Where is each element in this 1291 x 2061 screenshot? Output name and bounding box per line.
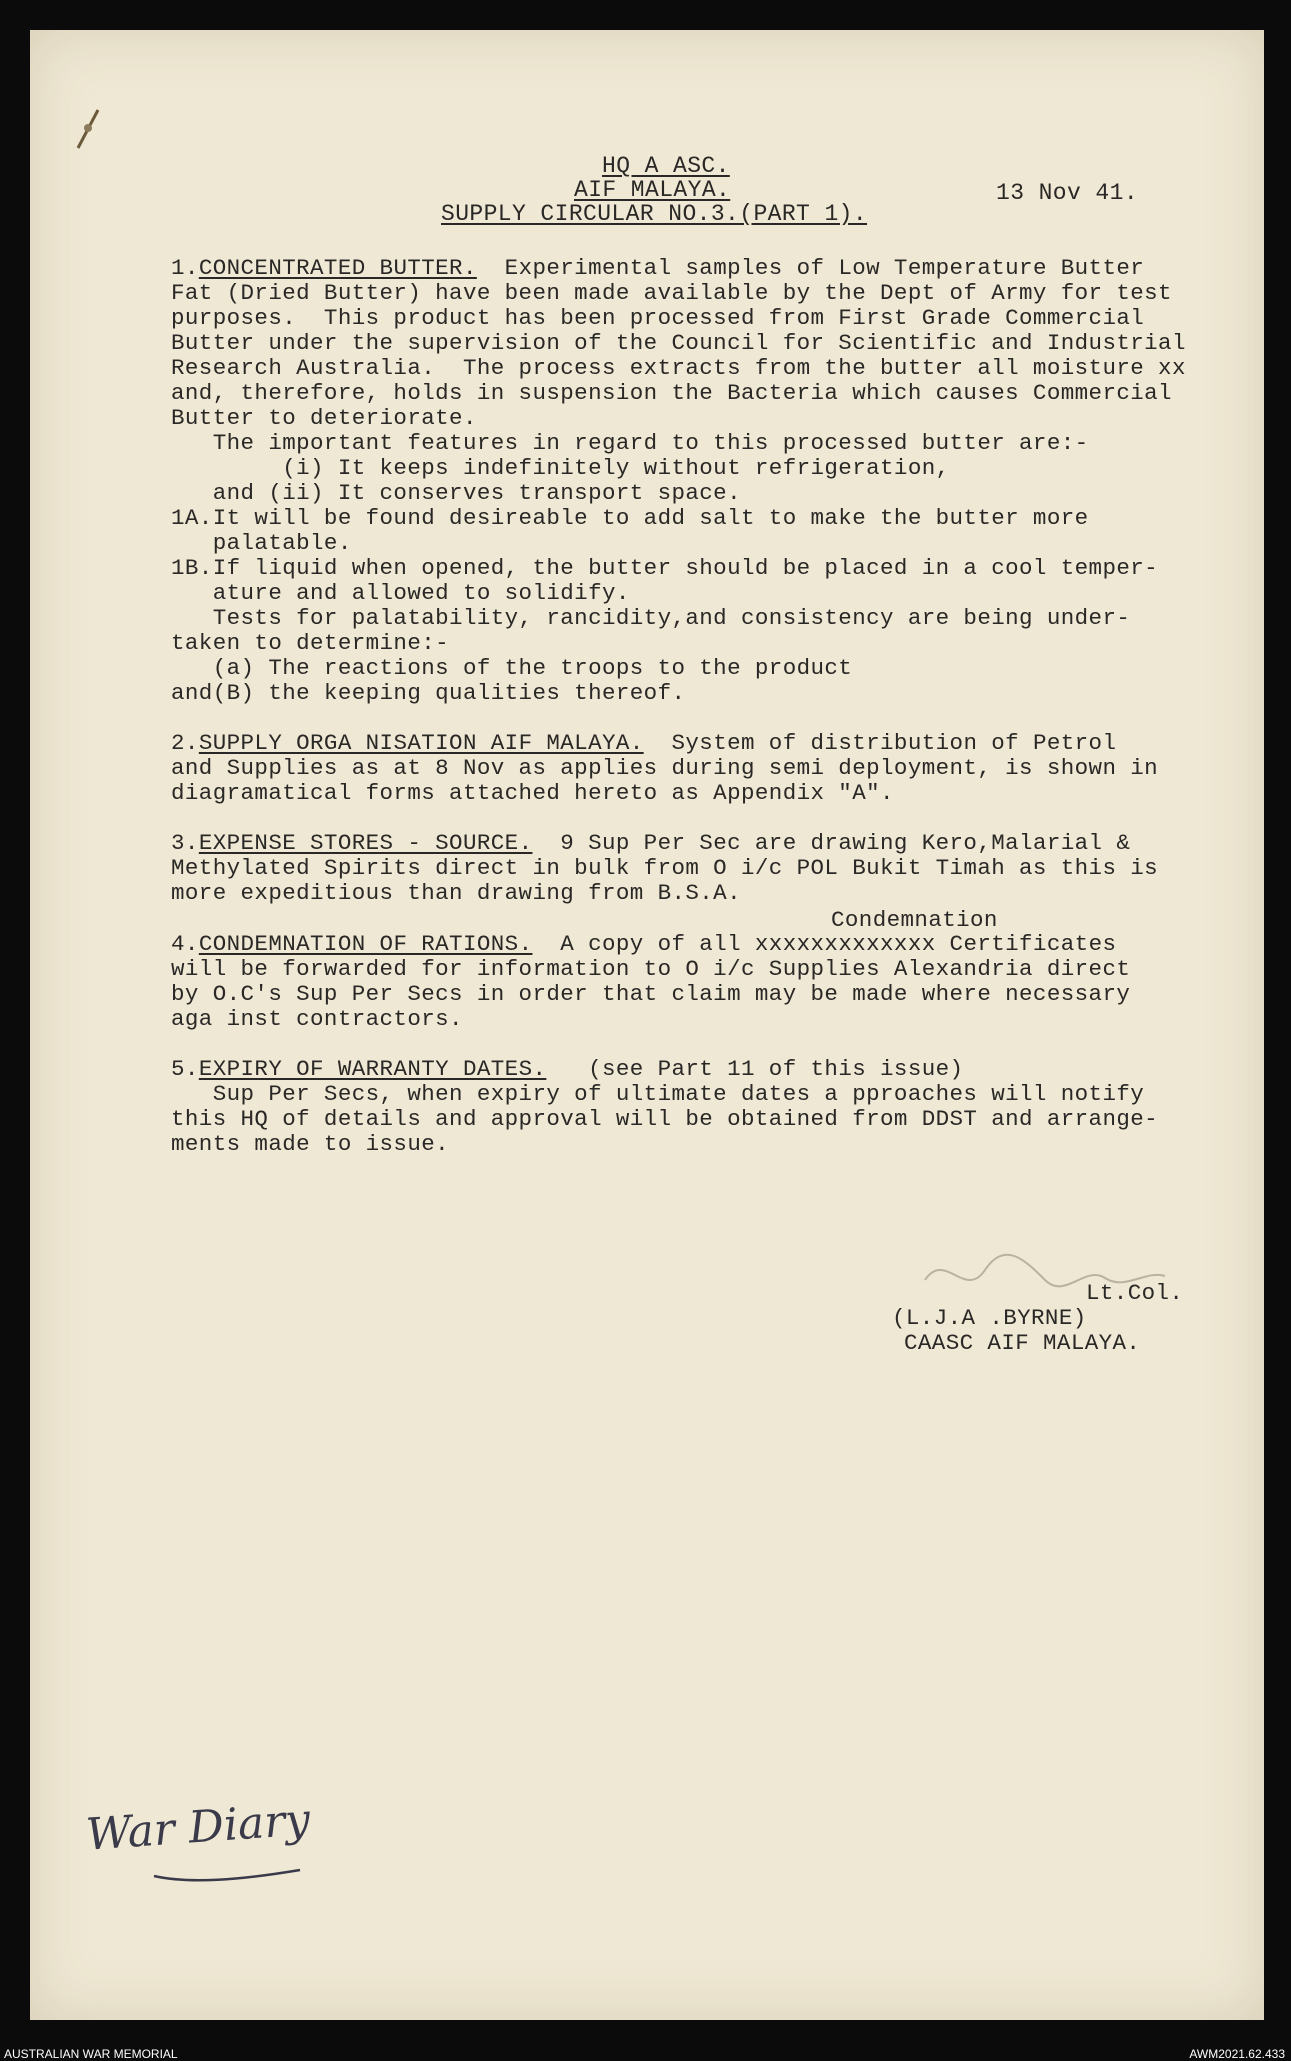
section-number: 2. <box>171 730 199 756</box>
section-2-line: and Supplies as at 8 Nov as applies during semi deployment, is shown in <box>171 755 1159 781</box>
pin-mark <box>60 100 120 160</box>
section-1-line: Tests for palatability, rancidity,and consistency are being under- <box>171 605 1131 631</box>
section-1-line-1 <box>171 256 1144 281</box>
section-1-line: purposes. This product has been processed from First Grade Commercial <box>171 305 1145 331</box>
handwritten-war-diary: War Diary <box>84 1794 312 1861</box>
section-4-line: will be forwarded for information to O i/c Supplies Alexandria direct <box>171 956 1131 982</box>
section-1-line: The important features in regard to this processed butter are:- <box>171 430 1089 456</box>
section-1-line: Butter under the supervision of the Council for Scientific and Industrial <box>171 330 1186 356</box>
section-1-line: 1A.It will be found desireable to add salt to make the butter more <box>171 505 1089 531</box>
section-5-line: ments made to issue. <box>171 1131 450 1157</box>
section-5-line-1 <box>171 1057 963 1082</box>
section-1-line: taken to determine:- <box>171 630 450 656</box>
section-text: Certificates <box>935 931 1117 957</box>
section-1-line: Butter to deteriorate. <box>171 405 477 431</box>
section-number: 1. <box>171 255 199 281</box>
handwritten-underline <box>150 1866 310 1886</box>
section-1-line: palatable. <box>171 530 352 556</box>
signature-rank: Lt.Col. <box>1086 1280 1184 1306</box>
struck-text: xxxxxxxxxxxxx <box>754 931 936 957</box>
section-2-line-1 <box>171 731 1116 756</box>
section-3-line: more expeditious than drawing from B.S.A. <box>171 880 741 906</box>
section-1-line: and(B) the keeping qualities thereof. <box>171 680 686 706</box>
section-text: (see Part 11 of this issue) <box>546 1056 964 1082</box>
section-number: 5. <box>171 1056 199 1082</box>
header-circular: SUPPLY CIRCULAR NO.3.(PART 1). <box>441 201 868 227</box>
section-3-line: Methylated Spirits direct in bulk from O i/c POL Bukit Timah as this is <box>171 855 1159 881</box>
header-hq: HQ A ASC. <box>602 153 730 179</box>
header-date: 13 Nov 41. <box>996 180 1139 206</box>
section-heading: SUPPLY ORGA NISATION AIF MALAYA. <box>198 730 644 756</box>
section-4-line-1 <box>171 932 1116 957</box>
section-3-line-1 <box>171 831 1130 856</box>
section-1-line: (a) The reactions of the troops to the product <box>171 655 853 681</box>
section-1-line: and (ii) It conserves transport space. <box>171 480 741 506</box>
section-4-insertion: Condemnation <box>831 907 998 933</box>
section-text: System of distribution of Petrol <box>643 730 1117 756</box>
section-text: 9 Sup Per Sec are drawing Kero,Malarial & <box>532 830 1131 856</box>
section-heading: CONDEMNATION OF RATIONS. <box>198 931 533 957</box>
section-text: Experimental samples of Low Temperature Butter <box>476 255 1145 281</box>
section-heading: EXPENSE STORES - SOURCE. <box>198 830 533 856</box>
section-5-line: this HQ of details and approval will be obtained from DDST and arrange- <box>171 1106 1159 1132</box>
document-page <box>30 30 1264 2020</box>
signature-title: CAASC AIF MALAYA. <box>904 1330 1141 1356</box>
section-1-line: (i) It keeps indefinitely without refrigeration, <box>171 455 950 481</box>
section-number: 3. <box>171 830 199 856</box>
footer-right: AWM2021.62.433 <box>1189 2047 1285 2061</box>
section-1-line: 1B.If liquid when opened, the butter should be placed in a cool temper- <box>171 555 1159 581</box>
footer-left: AUSTRALIAN WAR MEMORIAL <box>4 2047 178 2061</box>
section-1-line: ature and allowed to solidify. <box>171 580 630 606</box>
signature-name: (L.J.A .BYRNE) <box>892 1305 1087 1331</box>
section-1-line: Fat (Dried Butter) have been made available by the Dept of Army for test <box>171 280 1172 306</box>
section-1-line: Research Australia. The process extracts from the butter all moisture xx <box>171 355 1186 381</box>
section-number: 4. <box>171 931 199 957</box>
section-heading: EXPIRY OF WARRANTY DATES. <box>198 1056 547 1082</box>
section-2-line: diagramatical forms attached hereto as Appendix "A". <box>171 780 894 806</box>
section-text: A copy of all <box>532 931 755 957</box>
section-heading: CONCENTRATED BUTTER. <box>198 255 477 281</box>
header-aif: AIF MALAYA. <box>574 177 731 203</box>
section-4-line: aga inst contractors. <box>171 1006 463 1032</box>
section-5-line: Sup Per Secs, when expiry of ultimate dates a pproaches will notify <box>171 1081 1145 1107</box>
section-1-line: and, therefore, holds in suspension the Bacteria which causes Commercial <box>171 380 1172 406</box>
section-4-line: by O.C's Sup Per Secs in order that claim may be made where necessary <box>171 981 1131 1007</box>
